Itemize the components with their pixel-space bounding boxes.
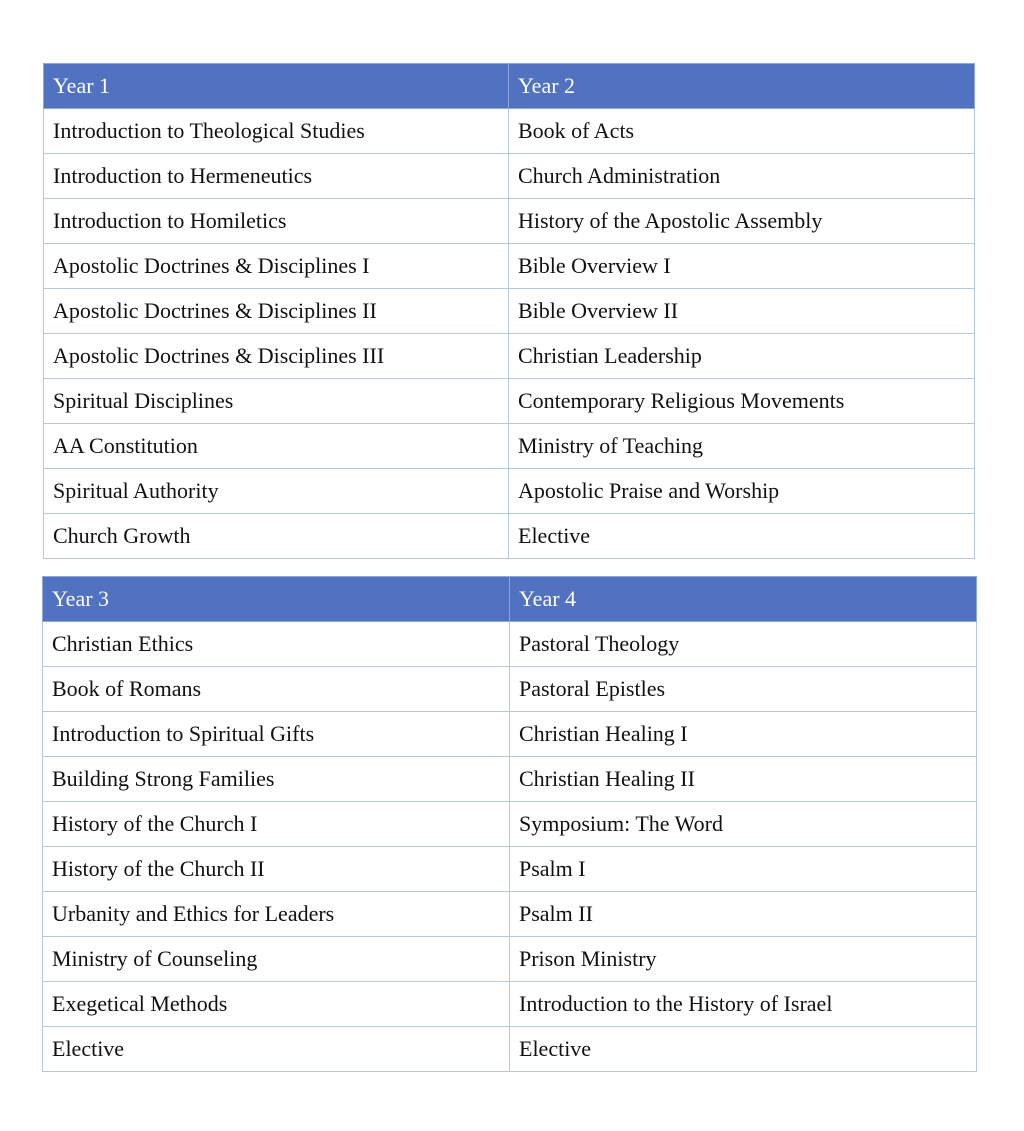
course-cell: Prison Ministry [510, 937, 977, 982]
course-cell: Ministry of Teaching [509, 424, 975, 469]
table-body [43, 622, 977, 1072]
course-cell: Elective [509, 514, 975, 559]
course-cell: Book of Romans [43, 667, 510, 712]
course-cell: Bible Overview I [509, 244, 975, 289]
course-cell: Christian Leadership [509, 334, 975, 379]
course-cell: Spiritual Disciplines [44, 379, 509, 424]
course-cell: Elective [510, 1027, 977, 1072]
table-row [44, 514, 975, 559]
course-cell: Pastoral Epistles [510, 667, 977, 712]
header-row [44, 64, 975, 109]
table-row [43, 847, 977, 892]
table-row [43, 757, 977, 802]
course-cell: Building Strong Families [43, 757, 510, 802]
table-row [44, 109, 975, 154]
header-year-4: Year 4 [510, 577, 977, 622]
course-cell: AA Constitution [44, 424, 509, 469]
course-cell: Symposium: The Word [510, 802, 977, 847]
course-cell: Bible Overview II [509, 289, 975, 334]
table-row [44, 289, 975, 334]
curriculum-table-years-3-4 [42, 576, 977, 1072]
table-row [43, 712, 977, 757]
course-cell: Psalm I [510, 847, 977, 892]
course-cell: Apostolic Doctrines & Disciplines I [44, 244, 509, 289]
course-cell: Christian Healing II [510, 757, 977, 802]
course-cell: Psalm II [510, 892, 977, 937]
table-row [44, 379, 975, 424]
course-cell: Pastoral Theology [510, 622, 977, 667]
course-cell: Church Administration [509, 154, 975, 199]
table-body [44, 109, 975, 559]
course-cell: Christian Healing I [510, 712, 977, 757]
table-row [44, 469, 975, 514]
course-cell: Elective [43, 1027, 510, 1072]
course-cell: Church Growth [44, 514, 509, 559]
course-cell: Apostolic Praise and Worship [509, 469, 975, 514]
header-year-2: Year 2 [509, 64, 975, 109]
header-row [43, 577, 977, 622]
table-row [44, 424, 975, 469]
header-year-3: Year 3 [43, 577, 510, 622]
table-row [43, 937, 977, 982]
course-cell: Spiritual Authority [44, 469, 509, 514]
table-row [43, 892, 977, 937]
table-header [44, 64, 975, 109]
course-cell: Contemporary Religious Movements [509, 379, 975, 424]
course-cell: Introduction to Hermeneutics [44, 154, 509, 199]
course-cell: Exegetical Methods [43, 982, 510, 1027]
course-cell: Introduction to Spiritual Gifts [43, 712, 510, 757]
table-row [44, 244, 975, 289]
course-cell: Introduction to the History of Israel [510, 982, 977, 1027]
course-cell: Introduction to Homiletics [44, 199, 509, 244]
table-row [44, 334, 975, 379]
course-cell: Book of Acts [509, 109, 975, 154]
curriculum-table-years-1-2 [43, 63, 975, 559]
course-cell: History of the Apostolic Assembly [509, 199, 975, 244]
table-row [43, 1027, 977, 1072]
course-cell: Christian Ethics [43, 622, 510, 667]
course-cell: Urbanity and Ethics for Leaders [43, 892, 510, 937]
table-row [43, 622, 977, 667]
header-year-1: Year 1 [44, 64, 509, 109]
table-row [43, 802, 977, 847]
table-row [43, 982, 977, 1027]
course-cell: History of the Church I [43, 802, 510, 847]
table-row [44, 154, 975, 199]
course-cell: Apostolic Doctrines & Disciplines II [44, 289, 509, 334]
course-cell: Apostolic Doctrines & Disciplines III [44, 334, 509, 379]
table-header [43, 577, 977, 622]
course-cell: Ministry of Counseling [43, 937, 510, 982]
course-cell: History of the Church II [43, 847, 510, 892]
table-row [44, 199, 975, 244]
course-cell: Introduction to Theological Studies [44, 109, 509, 154]
table-row [43, 667, 977, 712]
